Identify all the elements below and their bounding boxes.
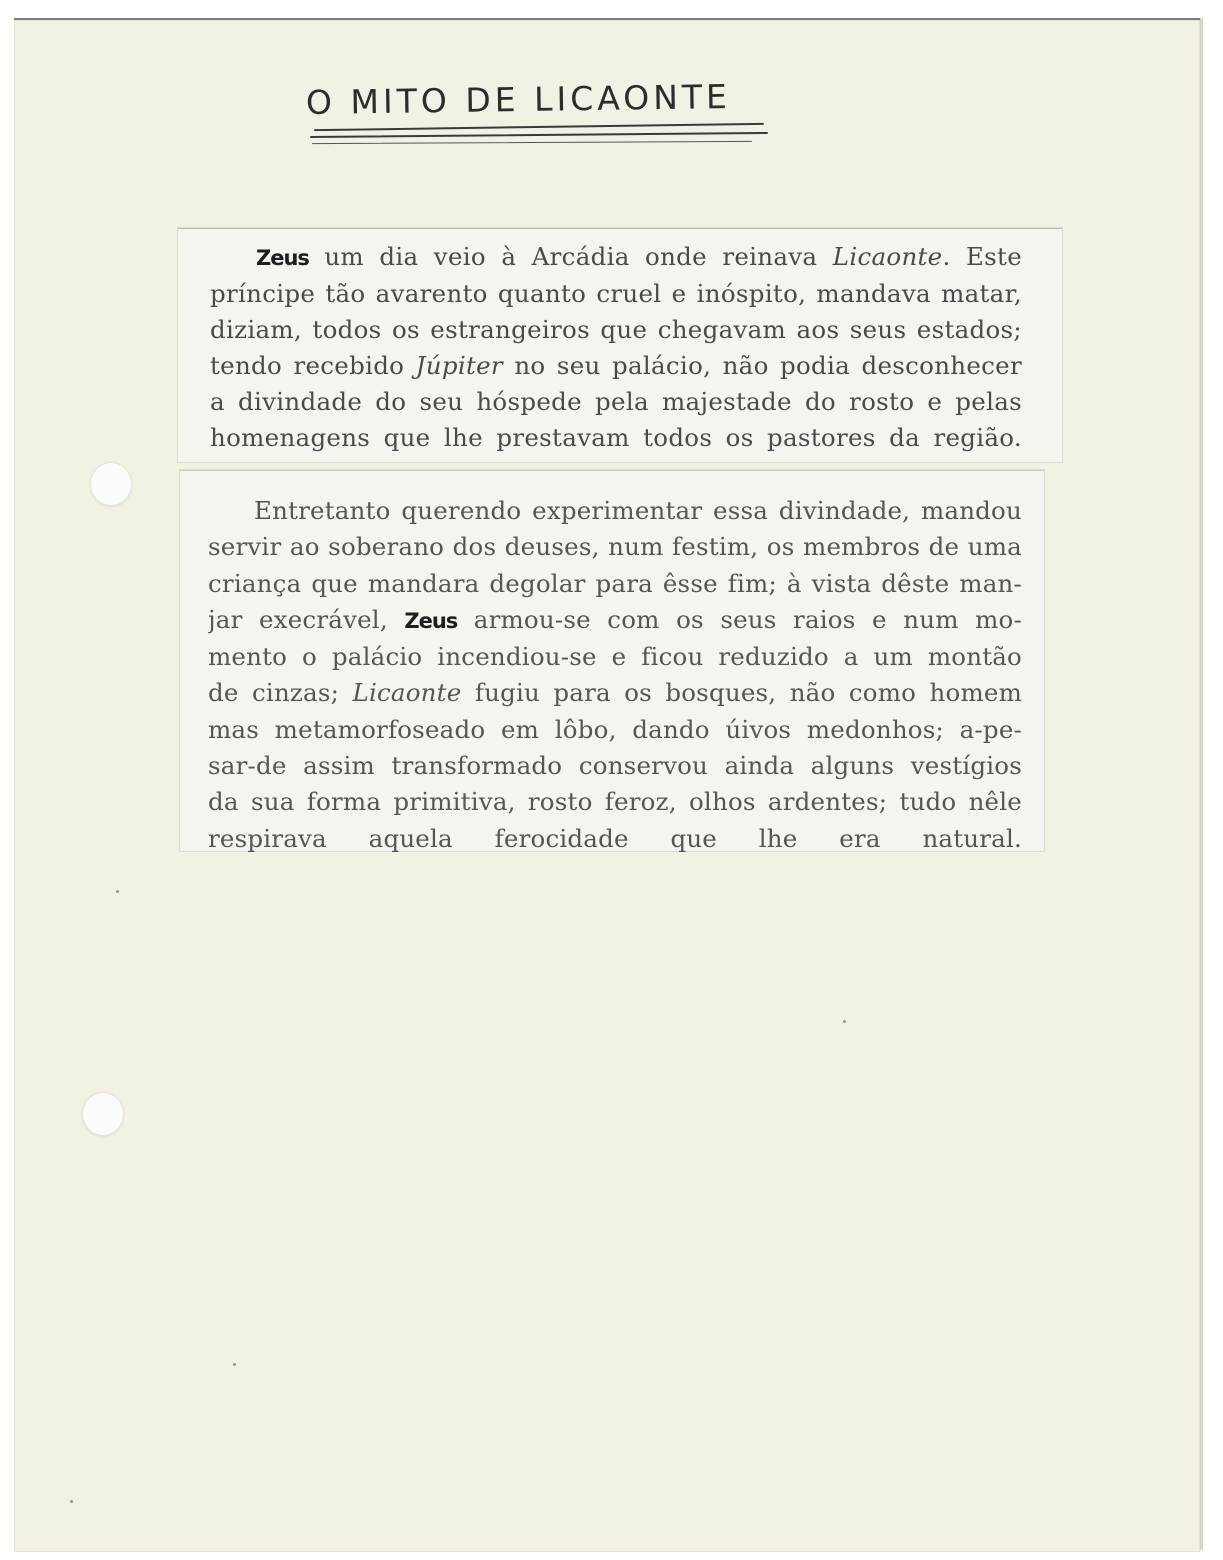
text-line: de cinzas; Licaonte fugiu para os bosques, não como homem — [208, 678, 1022, 708]
handwritten-title-block — [300, 68, 780, 158]
text-line: Entretanto querendo experimentar essa divindade, mandou — [254, 496, 1022, 525]
title-underline — [314, 123, 764, 131]
name-licaonte: Licaonte — [352, 678, 462, 708]
name-jupiter: Júpiter — [415, 351, 503, 380]
paragraph-2 — [208, 493, 1022, 857]
text-line: da sua forma primitiva, rosto feroz, olhos ardentes; tudo nêle — [208, 787, 1022, 817]
paper-speck — [116, 890, 119, 893]
handwritten-correction: Zeus — [404, 608, 458, 633]
paper-speck — [70, 1500, 73, 1503]
text-line: príncipe tão avarento quanto cruel e inóspito, mandava matar, — [210, 279, 1022, 308]
text-line: a divindade do seu hóspede pela majestade do rosto e pelas — [210, 387, 1022, 416]
name-licaonte: Licaonte — [832, 242, 943, 271]
text-line: homenagens que lhe prestavam todos os pastores da região. — [210, 423, 1022, 452]
punch-hole-top — [90, 462, 132, 506]
clipping-paragraph-2 — [180, 470, 1044, 851]
paragraph-1 — [210, 239, 1022, 456]
page-title: O MITO DE LICAONTE — [305, 77, 732, 122]
handwritten-correction: Zeus — [256, 246, 309, 270]
text-line: Zeus um dia veio à Arcádia onde reinava Licaonte. Este — [256, 242, 1022, 271]
title-underline — [312, 141, 752, 144]
text-line: mento o palácio incendiou-se e ficou reduzido a um montão — [208, 642, 1022, 672]
text-line: tendo recebido Júpiter no seu palácio, não podia desconhecer — [210, 351, 1022, 380]
sheet-edge — [1200, 18, 1203, 1550]
text-line: sar-de assim transformado conservou ainda alguns vestígios — [208, 751, 1022, 781]
clipping-paragraph-1 — [178, 228, 1062, 462]
punch-hole-bottom — [82, 1092, 124, 1136]
text-line: jar execrável, Zeus armou-se com os seus raios e num mo- — [208, 604, 1022, 634]
text-line: servir ao soberano dos deuses, num festim, os membros de uma — [208, 532, 1022, 562]
paper-speck — [843, 1020, 846, 1023]
paper-speck — [233, 1363, 236, 1366]
text-line: respirava aquela ferocidade que lhe era natural. — [208, 823, 1022, 853]
text-line: mas metamorfoseado em lôbo, dando úivos medonhos; a-pe- — [208, 714, 1022, 744]
text-line: diziam, todos os estrangeiros que chegavam aos seus estados; — [210, 315, 1022, 344]
title-underline — [310, 132, 768, 138]
text-line: criança que mandara degolar para êsse fim; à vista dêste man- — [208, 568, 1022, 598]
